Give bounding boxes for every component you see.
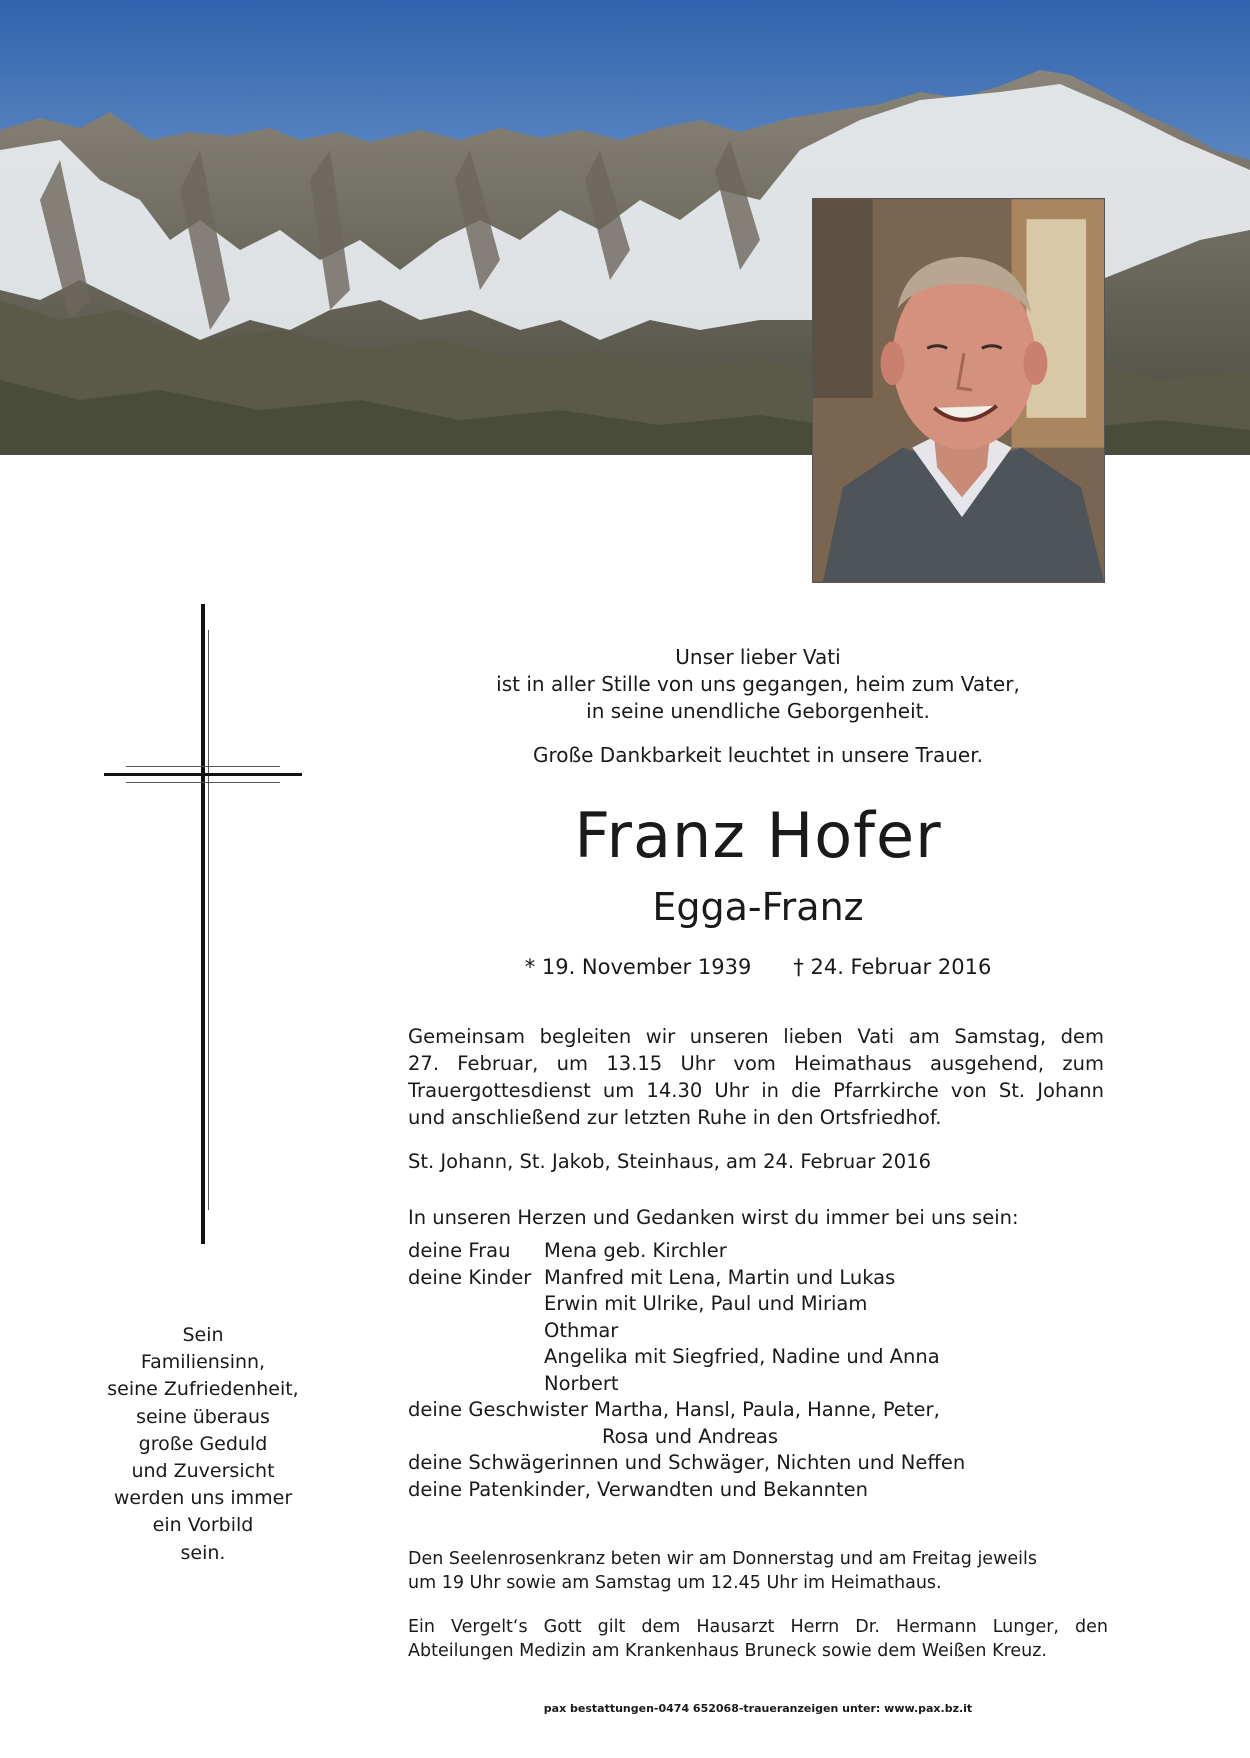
- mourner-names: Erwin mit Ulrike, Paul und Miriam: [544, 1292, 868, 1315]
- side-line: seine Zufriedenheit,: [107, 1378, 299, 1401]
- mourner-names: Mena geb. Kirchler: [544, 1239, 727, 1262]
- mourner-row: [408, 1477, 1108, 1504]
- mourner-relation: deine Kinder: [408, 1265, 532, 1289]
- mourner-relation: deine Frau: [408, 1239, 511, 1262]
- funeral-line: und anschließend zur letzten Ruhe in den Ortsfriedhof.: [408, 1106, 942, 1129]
- side-line: und Zuversicht: [131, 1460, 275, 1483]
- rosary-line: um 19 Uhr sowie am Samstag um 12.45 Uhr im Heimathaus.: [408, 1572, 942, 1593]
- life-dates: [408, 953, 1108, 981]
- cross-icon: [100, 600, 306, 1248]
- side-line: Familiensinn,: [140, 1351, 266, 1374]
- mourner-row: [408, 1238, 1108, 1265]
- side-line: Sein: [182, 1324, 224, 1346]
- mourners-intro: In unseren Herzen und Gedanken wirst du immer bei uns sein:: [408, 1206, 1019, 1229]
- thanks-note: [408, 1615, 1108, 1663]
- mourner-row: [408, 1344, 1108, 1371]
- intro-text: [408, 644, 1108, 725]
- death-date: † 24. Februar 2016: [793, 955, 992, 979]
- mourner-names: Othmar: [544, 1318, 619, 1342]
- funeral-line: Trauergottesdienst um 14.30 Uhr in die Pfarrkirche von St. Johann: [408, 1079, 1104, 1102]
- funeral-info: [408, 1023, 1104, 1131]
- mourner-names: Manfred mit Lena, Martin und Lukas: [544, 1265, 896, 1289]
- gratitude-line: Große Dankbarkeit leuchtet in unsere Trauer.: [533, 743, 983, 767]
- birth-date: * 19. November 1939: [524, 955, 752, 979]
- funeral-line: Gemeinsam begleiten wir unseren lieben Vati am Samstag, dem: [408, 1025, 1104, 1048]
- funeral-line: 27. Februar, um 13.15 Uhr vom Heimathaus ausgehend, zum: [408, 1052, 1104, 1075]
- mourner-names: Angelika mit Siegfried, Nadine und Anna: [544, 1345, 940, 1368]
- mourner-row: [408, 1397, 1108, 1424]
- intro-line: ist in aller Stille von uns gegangen, heim zum Vater,: [496, 672, 1020, 696]
- mourner-row: [408, 1424, 1108, 1451]
- mourner-relation: deine Schwägerinnen und Schwäger, Nichten und Neffen: [408, 1451, 966, 1474]
- portrait-image: [813, 199, 1104, 582]
- intro-line: Unser lieber Vati: [675, 645, 841, 669]
- side-line: ein Vorbild: [152, 1514, 254, 1537]
- footer-credit: pax bestattungen-0474 652068-traueranzeigen unter: www.pax.bz.it: [543, 1702, 973, 1715]
- mourners-list: [408, 1238, 1108, 1503]
- mourner-names: Rosa und Andreas: [602, 1424, 778, 1448]
- deceased-nickname: Egga-Franz: [652, 885, 864, 929]
- place-date: St. Johann, St. Jakob, Steinhaus, am 24. Februar 2016: [408, 1150, 932, 1173]
- mourner-relation: deine Patenkinder, Verwandten und Bekannten: [408, 1477, 869, 1501]
- mourner-names: Norbert: [544, 1371, 619, 1395]
- rosary-info: [408, 1548, 1108, 1595]
- portrait-photo: [812, 198, 1105, 583]
- deceased-name: Franz Hofer: [574, 799, 942, 872]
- side-line: seine überaus: [136, 1405, 270, 1428]
- rosary-line: Den Seelenrosenkranz beten wir am Donnerstag und am Freitag jeweils: [408, 1549, 1037, 1569]
- mourner-relation: deine Geschwister Martha, Hansl, Paula, Hanne, Peter,: [408, 1398, 940, 1421]
- thanks-line: Abteilungen Medizin am Krankenhaus Bruneck sowie dem Weißen Kreuz.: [408, 1641, 1047, 1661]
- intro-line: in seine unendliche Geborgenheit.: [586, 699, 930, 723]
- side-tribute-text: [88, 1322, 318, 1567]
- mourner-row: [408, 1318, 1108, 1345]
- thanks-line: Ein Vergelt‘s Gott gilt dem Hausarzt Herrn Dr. Hermann Lunger, den: [408, 1617, 1108, 1637]
- mourner-row: [408, 1291, 1108, 1318]
- mourner-row: [408, 1265, 1108, 1292]
- side-line: werden uns immer: [113, 1487, 293, 1510]
- mourner-row: [408, 1450, 1108, 1477]
- mourner-row: [408, 1371, 1108, 1398]
- side-line: große Geduld: [138, 1432, 268, 1455]
- side-line: sein.: [180, 1541, 226, 1564]
